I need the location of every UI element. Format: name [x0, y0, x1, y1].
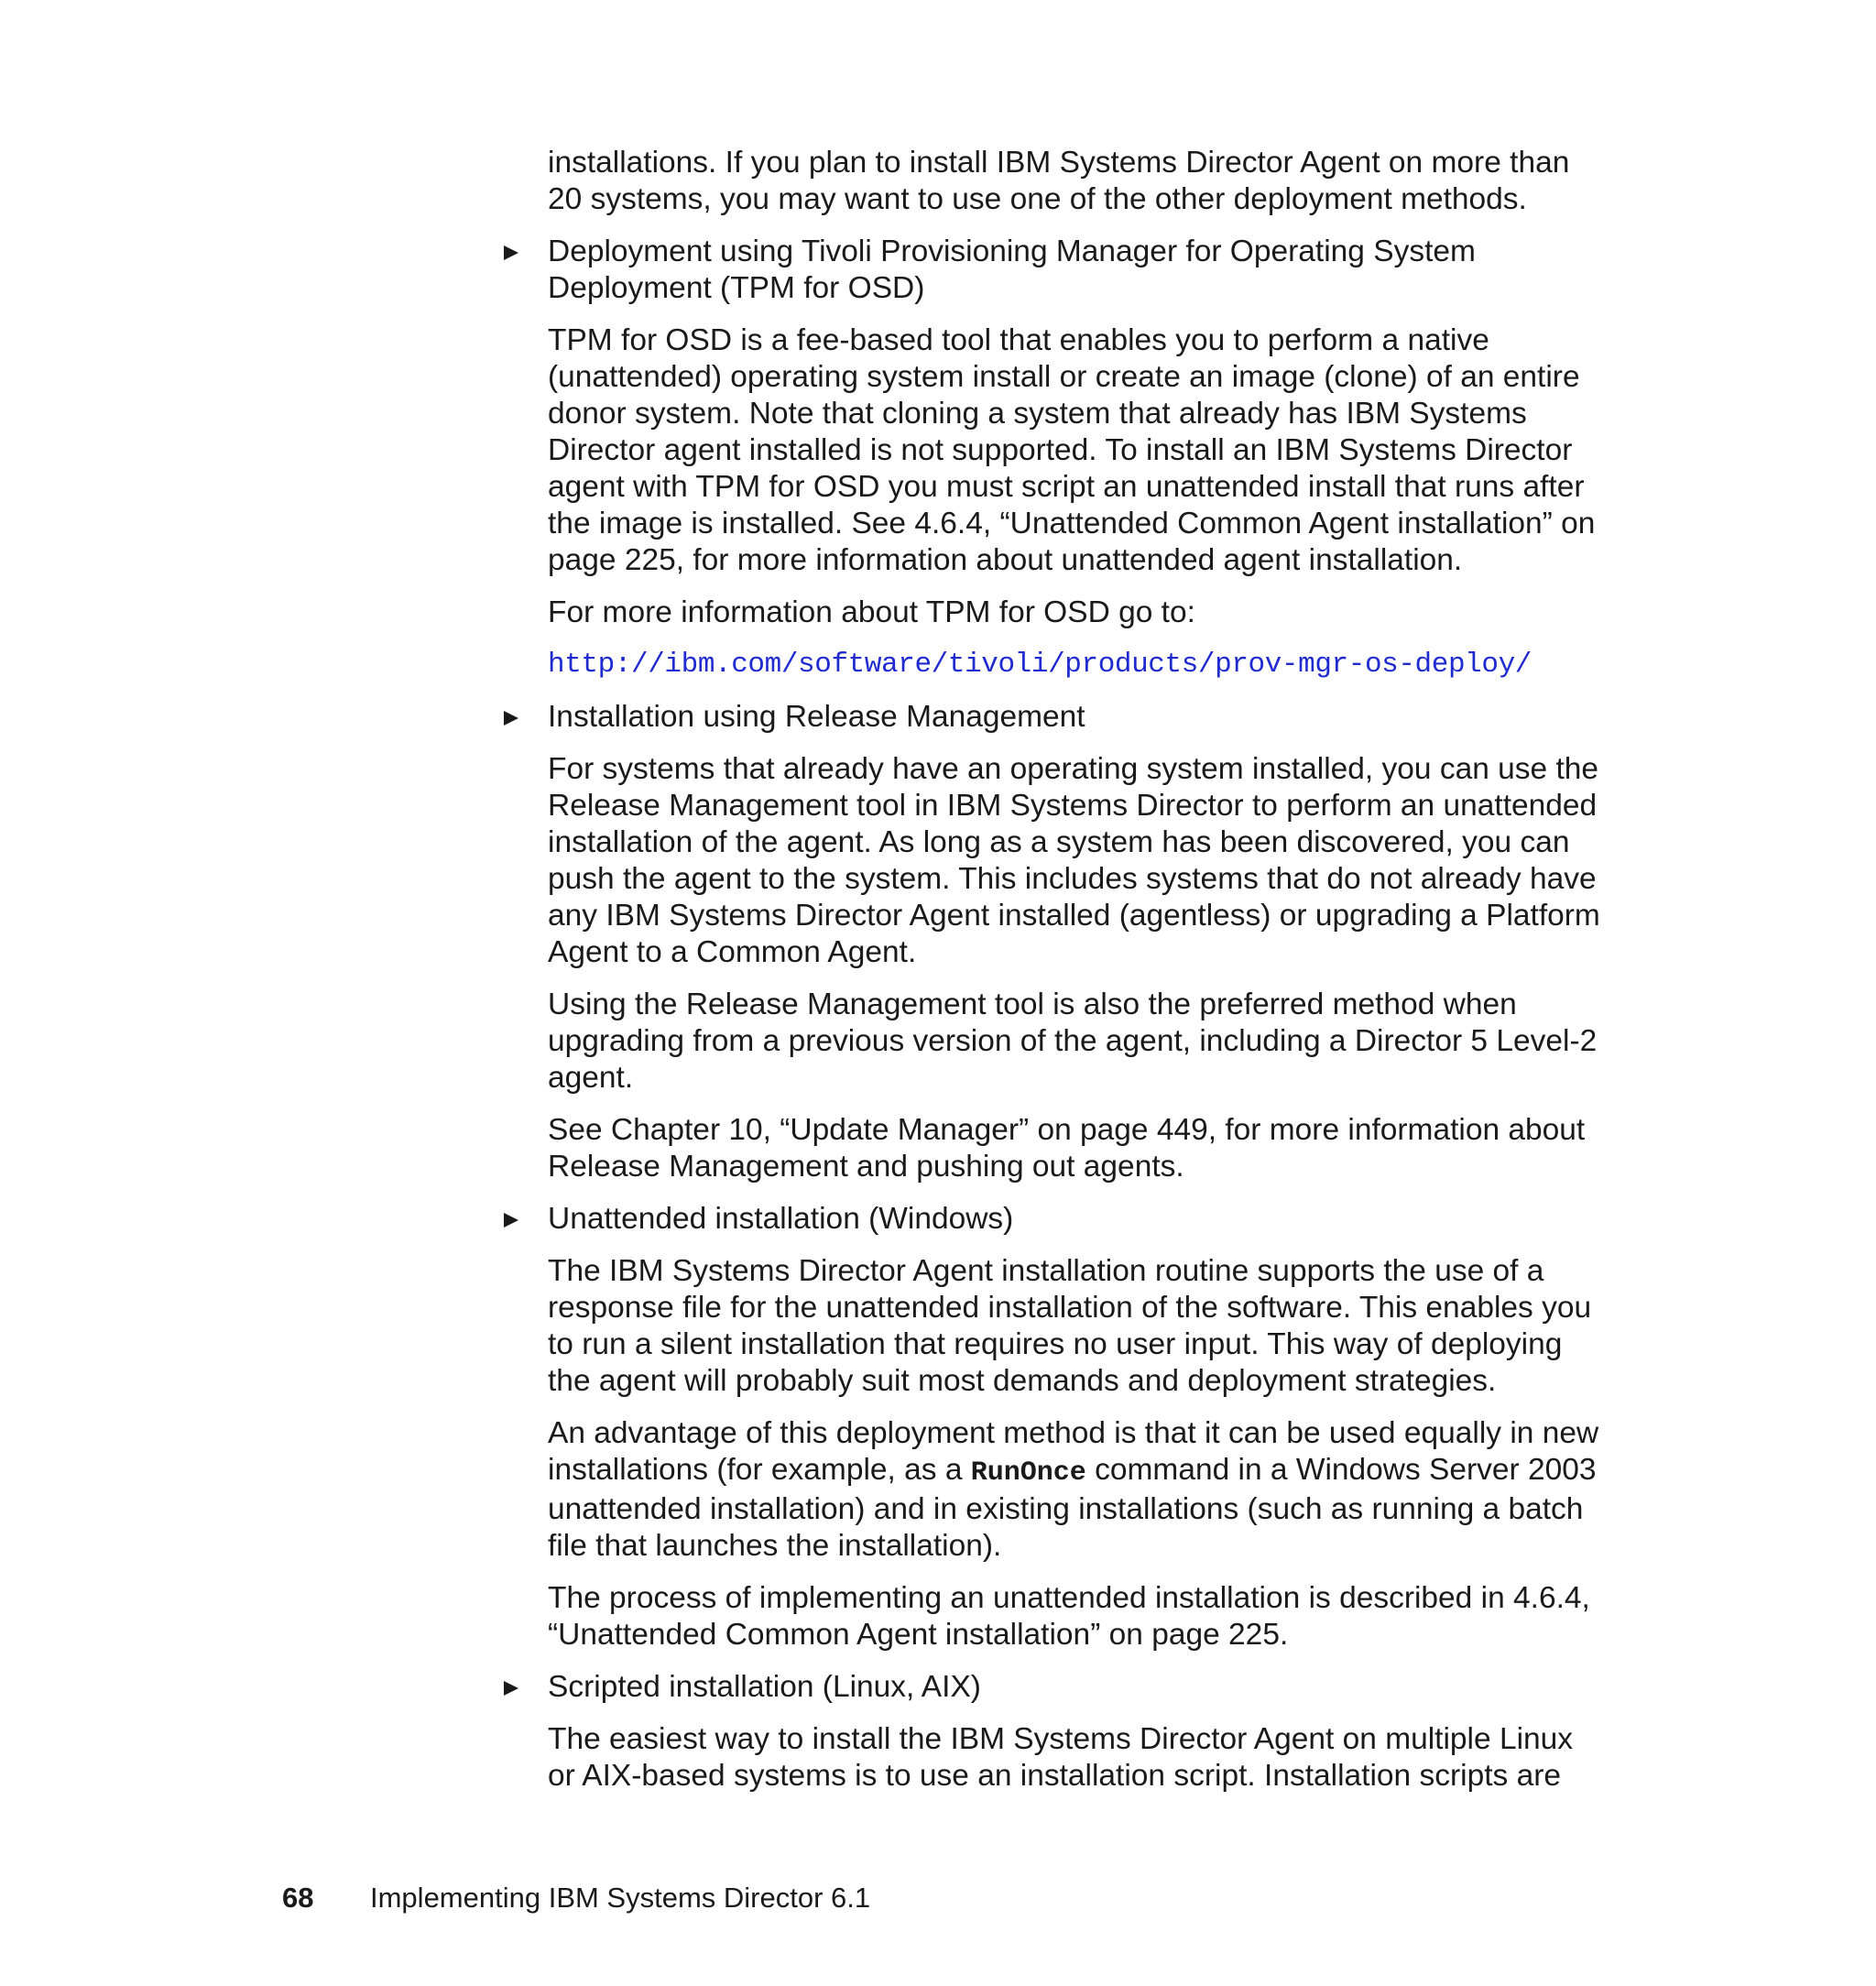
paragraph: For more information about TPM for OSD go to:: [548, 595, 1195, 629]
paragraph: The easiest way to install the IBM Systems Director Agent on multiple Linux or AIX-based systems is to use an installation script. Installation scripts are: [548, 1722, 1574, 1793]
paragraph: For systems that already have an operating system installed, you can use the Release Management tool in IBM Systems Director to perform an unattended installation of the agent. As long as a system has been discovered, you can push the agent to the system. This includes systems that do not already have any IBM Systems Director Agent installed (agentless) or upgrading a Platform Agent to a Common Agent.: [548, 752, 1600, 969]
page-number: 68: [282, 1882, 314, 1914]
bullet-arrow-icon: [504, 711, 518, 726]
bullet-heading: Deployment using Tivoli Provisioning Manager for Operating System Deployment (TPM for OSD): [548, 235, 1476, 305]
tpm-osd-link[interactable]: http://ibm.com/software/tivoli/products/prov-mgr-os-deploy/: [548, 649, 1532, 681]
runonce-command: RunOnce: [970, 1457, 1086, 1489]
paragraph: Using the Release Management tool is also the preferred method when upgrading from a previous version of the agent, including a Director 5 Level-2 agent.: [548, 988, 1598, 1095]
bullet-release-management: [548, 699, 1601, 736]
text-segment: An advantage of this deployment method is that it can be used equally in new installations (for example, as a: [548, 1416, 1599, 1487]
bullet-arrow-icon: [504, 246, 518, 260]
bullet-tpm-osd: [548, 234, 1601, 307]
bullet-scripted-install: [548, 1669, 1601, 1706]
paragraph: See Chapter 10, “Update Manager” on page 449, for more information about Release Management and pushing out agents.: [548, 1113, 1586, 1184]
bullet-heading: Installation using Release Management: [548, 700, 1085, 734]
paragraph-runonce: [548, 1415, 1601, 1565]
page-footer: [282, 1880, 870, 1916]
bullet-heading: Scripted installation (Linux, AIX): [548, 1670, 981, 1704]
paragraph: TPM for OSD is a fee-based tool that enables you to perform a native (unattended) operating system install or create an image (clone) of an entire donor system. Note that cloning a system that already has IBM Systems Director agent installed is not supported. To install an IBM Systems Director agent with TPM for OSD you must script an unattended install that runs after the image is installed. See 4.6.4, “Unattended Common Agent installation” on page 225, for more information about unattended agent installation.: [548, 323, 1596, 577]
paragraph: The IBM Systems Director Agent installation routine supports the use of a response file for the unattended installation of the software. This enables you to run a silent installation that requires no user input. This way of deploying the agent will probably suit most demands and deployment strategies.: [548, 1254, 1592, 1398]
paragraph: The process of implementing an unattended installation is described in 4.6.4, “Unattended Common Agent installation” on page 225.: [548, 1581, 1590, 1652]
text-segment: command in a Windows Server 2003 unattended installation) and in existing installations (such as running a batch file that launches the installation).: [548, 1453, 1597, 1563]
intro-paragraph: installations. If you plan to install IBM Systems Director Agent on more than 20 systems, you may want to use one of the other deployment methods.: [548, 146, 1570, 216]
book-title: Implementing IBM Systems Director 6.1: [370, 1882, 871, 1914]
bullet-arrow-icon: [504, 1213, 518, 1228]
body-content: [548, 145, 1601, 1810]
bullet-arrow-icon: [504, 1681, 518, 1696]
bullet-heading: Unattended installation (Windows): [548, 1202, 1014, 1236]
bullet-unattended-windows: [548, 1201, 1601, 1238]
